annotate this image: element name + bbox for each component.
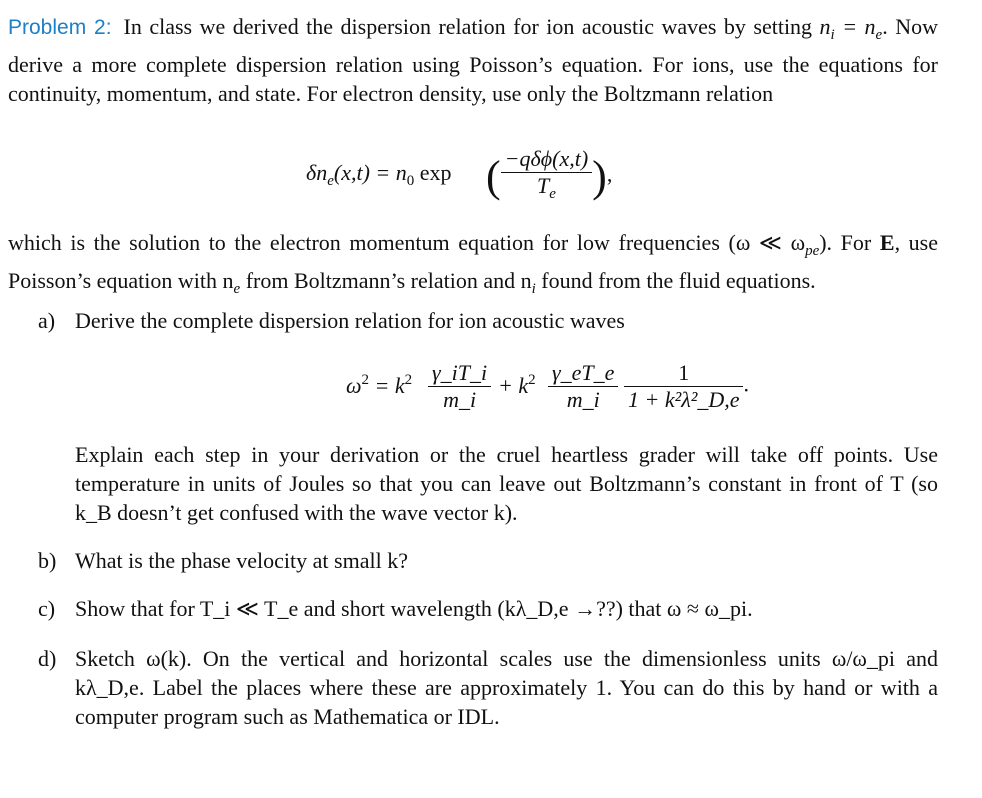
item-c-text: Show that for T_i ≪ T_e and short wavelength (kλ_D,e →??) that ω ≈ ω_pi. <box>75 596 753 621</box>
eq2-term2 <box>548 360 618 413</box>
boltzmann-equation <box>8 142 938 222</box>
eq1-lparen: ( <box>486 152 501 201</box>
eq1-trail: , <box>606 161 613 187</box>
intro-eq2: = n <box>834 14 876 39</box>
dispersion-equation: $\omega^2 = k^2$ $\frac{\gamma\_iT\_i}{m\_i}$ + $k^2$ $\frac{\gamma\_eT\_e}{m\_i}$ $\frac{1}{\text{1 + k²λ²\_D,e}}$ . <box>346 360 749 412</box>
eq2-term1-num: γ_iT_i <box>428 360 491 387</box>
intro-text-2: . Now derive a more complete dispersion relation using Poisson’s equation. For ions, use the equations for continuity, momentum, and state. For electron density, use only the Boltzmann relation <box>8 14 938 106</box>
eq2-term2-den: m_i <box>566 387 600 412</box>
item-d-label: d) <box>38 646 57 671</box>
item-a-explain <box>38 440 938 527</box>
intro-text-1: In class we derived the dispersion relation for ion acoustic waves by setting <box>123 14 820 39</box>
eq2-sq: 2 <box>361 372 370 388</box>
eq1-fraction <box>501 146 593 207</box>
item-a-text: Derive the complete dispersion relation for ion acoustic waves <box>75 308 625 333</box>
p2-bold-E: E <box>879 230 895 255</box>
item-a-label: a) <box>38 308 56 333</box>
eq1-den-sub: e <box>549 186 556 202</box>
item-a <box>38 306 938 335</box>
p2-text-2: ). For <box>819 230 880 255</box>
eq2-plus-k: + k <box>498 373 529 398</box>
p2-sub-pe: pe <box>805 243 820 259</box>
p2-sub-e: e <box>233 281 241 297</box>
eq2-term1 <box>428 360 491 413</box>
eq1-denominator <box>501 173 593 207</box>
item-b-text: What is the phase velocity at small k? <box>75 548 408 573</box>
eq2-term3 <box>624 360 743 413</box>
eq1-n0-sub: 0 <box>406 173 415 189</box>
eq1-lhs-sub: e <box>327 173 334 189</box>
intro-n: n <box>819 14 831 39</box>
p2-text-4: from Boltzmann’s relation and n <box>240 268 532 293</box>
intro-sub-i: i <box>830 27 835 43</box>
eq1-exp: exp <box>414 160 452 185</box>
item-d-text: Sketch ω(k). On the vertical and horizontal scales use the dimensionless units ω/ω_pi and kλ_D,e. Label the places where these are approximately 1. You can do this by hand or with a computer program such as Mathematica or IDL. <box>75 646 938 729</box>
p2-sub-i: i <box>531 281 536 297</box>
eq1-lhs: δn <box>306 160 328 185</box>
item-d <box>38 644 938 731</box>
eq1-den-T: T <box>536 173 550 198</box>
item-c <box>38 594 938 623</box>
eq2-term3-num: 1 <box>624 360 743 387</box>
p2-text-3: , use Poisson’s equation with n <box>8 230 939 293</box>
eq2-omega: ω <box>346 373 362 398</box>
p2-text-5: found from the fluid equations. <box>535 268 816 293</box>
problem-label: Problem 2: <box>8 16 112 39</box>
item-b-label: b) <box>38 548 57 573</box>
eq1-numerator: −qδϕ(x,t) <box>501 146 593 173</box>
paragraph-2 <box>8 228 938 304</box>
eq2-term1-den: m_i <box>443 387 477 412</box>
eq1-args: (x,t) = n <box>333 160 407 185</box>
eq2-term2-num: γ_eT_e <box>548 360 618 387</box>
item-a-explain-text: Explain each step in your derivation or the cruel heartless grader will take off points. Use temperature in units of Joules so that you can leave out Boltzmann’s constant in front of T (so k_B doesn’t get confused with the wave vector k). <box>75 442 938 525</box>
eq2-period: . <box>743 371 749 397</box>
problem-intro <box>8 12 938 108</box>
p2-text-1: which is the solution to the electron momentum equation for low frequencies (ω ≪ ω <box>8 230 806 255</box>
eq2-term3-den: 1 + k²λ²_D,e <box>628 387 740 412</box>
item-c-label: c) <box>38 596 56 621</box>
eq1-rparen: ) <box>592 152 607 201</box>
item-b <box>38 546 938 575</box>
intro-sub-e: e <box>875 27 883 43</box>
eq2-equals-k: = k <box>369 373 405 398</box>
